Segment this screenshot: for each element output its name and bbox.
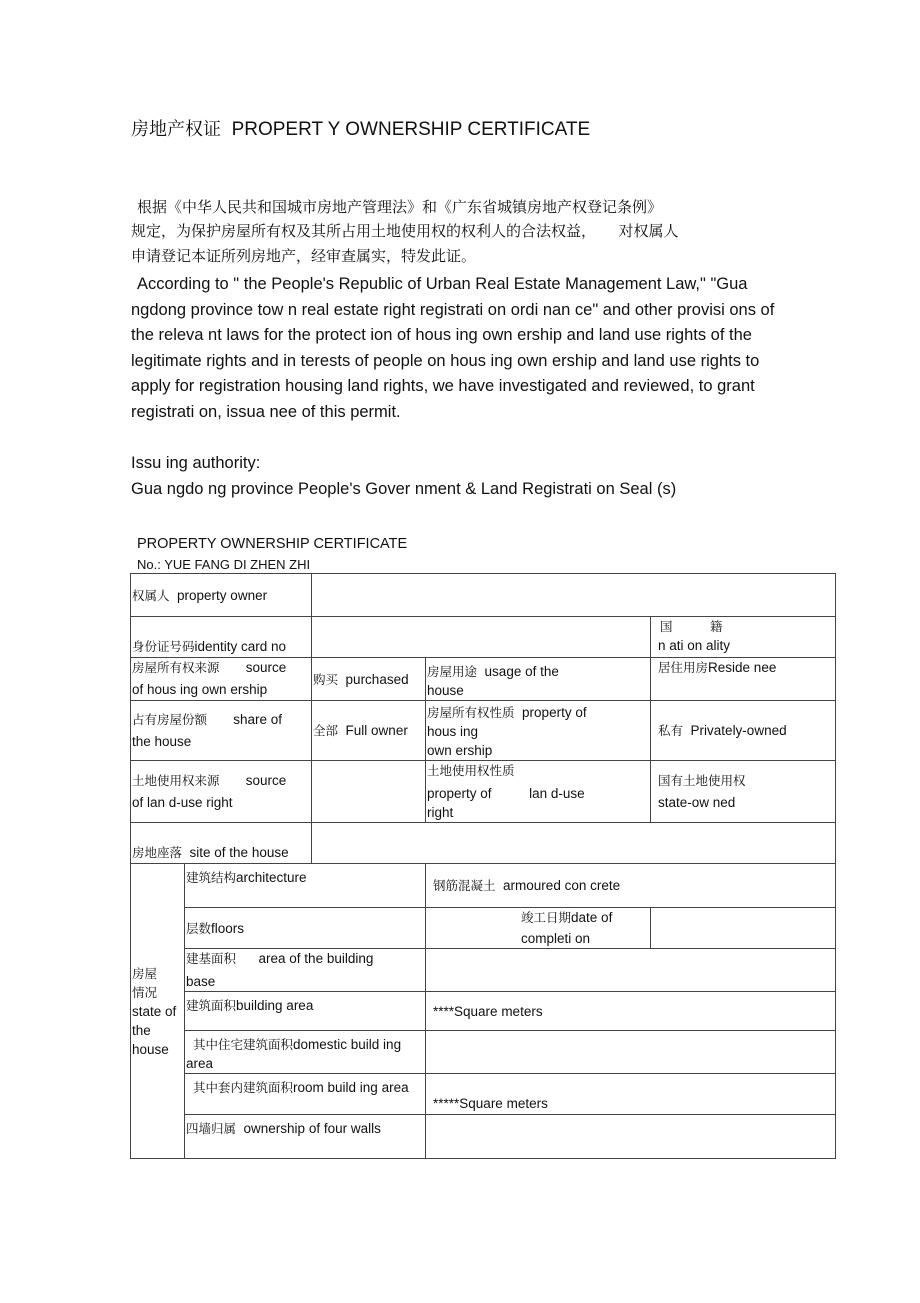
id-value-cell [312, 617, 651, 658]
four-walls-value-cell [426, 1115, 836, 1159]
land-source-value-cell [312, 761, 426, 823]
preamble-en-line-1: According to " the People's Republic of Urban Real Estate Management Law," "Gua [137, 275, 748, 293]
nationality-cell: 国 籍 n ati on ality [651, 617, 836, 658]
preamble-zh-line-3: 申请登记本证所列房地产，经审查属实，特发此证。 [131, 247, 477, 265]
share-label-cell: 占有房屋份额 share of the house [131, 701, 312, 761]
row-room-area [131, 1074, 836, 1115]
property-nature-cell: 房屋所有权性质 property of hous ing own ership [426, 701, 651, 761]
four-walls-label-cell: 四墙归属 ownership of four walls [185, 1115, 426, 1159]
preamble-en-line-6: registrati on, issua nee of this permit. [131, 403, 401, 421]
page-title [131, 115, 590, 141]
room-area-label-cell: 其中套内建筑面积room build ing area [185, 1074, 426, 1115]
owner-value-cell [312, 574, 836, 617]
owner-label-cell: 权属人 property owner [131, 574, 312, 617]
preamble-en-line-3: the releva nt laws for the protect ion of hous ing own ership and land use rights of the [131, 326, 752, 344]
land-source-label-cell: 土地使用权来源 source of lan d-use right [131, 761, 312, 823]
completion-date-value-cell [651, 908, 836, 949]
source-label-cell: 房屋所有权来源 source of hous ing own ership [131, 658, 312, 701]
preamble-en-line-5: apply for registration housing land rights, we have investigated and reviewed, to grant [131, 377, 755, 395]
base-area-label-cell: 建基面积 area of the building base [185, 949, 426, 992]
certificate-caption: PROPERTY OWNERSHIP CERTIFICATE [137, 536, 408, 552]
architecture-label-cell: 建筑结构architecture [185, 864, 426, 908]
site-label-cell: 房地座落 site of the house [131, 823, 312, 864]
row-source [131, 658, 836, 701]
preamble-zh-line-2: 规定，为保护房屋所有权及其所占用土地使用权的权利人的合法权益， 对权属人 [131, 222, 679, 240]
certificate-number: No.: YUE FANG DI ZHEN ZHI [137, 557, 311, 572]
row-id [131, 617, 836, 658]
base-area-value-cell [426, 949, 836, 992]
title-en: PROPERT Y OWNERSHIP CERTIFICATE [231, 119, 591, 140]
issuing-label: Issu ing authority: [131, 454, 261, 472]
issuing-value: Gua ngdo ng province People's Gover nment & Land Registrati on Seal (s) [131, 480, 677, 498]
domestic-area-label-cell: 其中住宅建筑面积domestic build ing area [185, 1031, 426, 1074]
completion-date-cell: 竣工日期date of completi on [426, 908, 651, 949]
row-land-source [131, 761, 836, 823]
floors-label-cell: 层数floors [185, 908, 426, 949]
preamble-en-line-2: ngdong province tow n real estate right registrati on ordi nan ce" and other provisi ons of [131, 301, 775, 319]
row-floors [131, 908, 836, 949]
building-area-label-cell: 建筑面积building area [185, 992, 426, 1031]
row-owner [131, 574, 836, 617]
usage-cell: 房屋用途 usage of the house [426, 658, 651, 701]
state-owned-cell: 国有土地使用权 state-ow ned [651, 761, 836, 823]
title-zh: 房地产权证 [131, 119, 221, 140]
domestic-area-value-cell [426, 1031, 836, 1074]
land-property-cell: 土地使用权性质 property of lan d-use right [426, 761, 651, 823]
row-domestic-area [131, 1031, 836, 1074]
preamble-en-line-4: legitimate rights and in terests of people on hous ing own ership and land use rights to [131, 352, 760, 370]
concrete-cell: 钢筋混凝土 armoured con crete [426, 864, 836, 908]
row-base-area [131, 949, 836, 992]
id-label-cell: 身份证号码identity card no [131, 617, 312, 658]
building-area-value: ****Square meters [426, 992, 836, 1031]
site-value-cell [312, 823, 836, 864]
row-four-walls [131, 1115, 836, 1159]
purchased-cell: 购买 purchased [312, 658, 426, 701]
row-building-area [131, 992, 836, 1031]
row-share [131, 701, 836, 761]
room-area-value: *****Square meters [426, 1074, 836, 1115]
residence-cell: 居住用房Reside nee [651, 658, 836, 701]
preamble-zh-line-1: 根据《中华人民共和国城市房地产管理法》和《广东省城镇房地产权登记条例》 [137, 198, 663, 216]
row-site [131, 823, 836, 864]
certificate-table [130, 573, 836, 1159]
private-cell: 私有 Privately-owned [651, 701, 836, 761]
full-owner-cell: 全部 Full owner [312, 701, 426, 761]
house-state-label-cell: 房屋 情况 state of the house [131, 864, 185, 1159]
row-architecture [131, 864, 836, 908]
